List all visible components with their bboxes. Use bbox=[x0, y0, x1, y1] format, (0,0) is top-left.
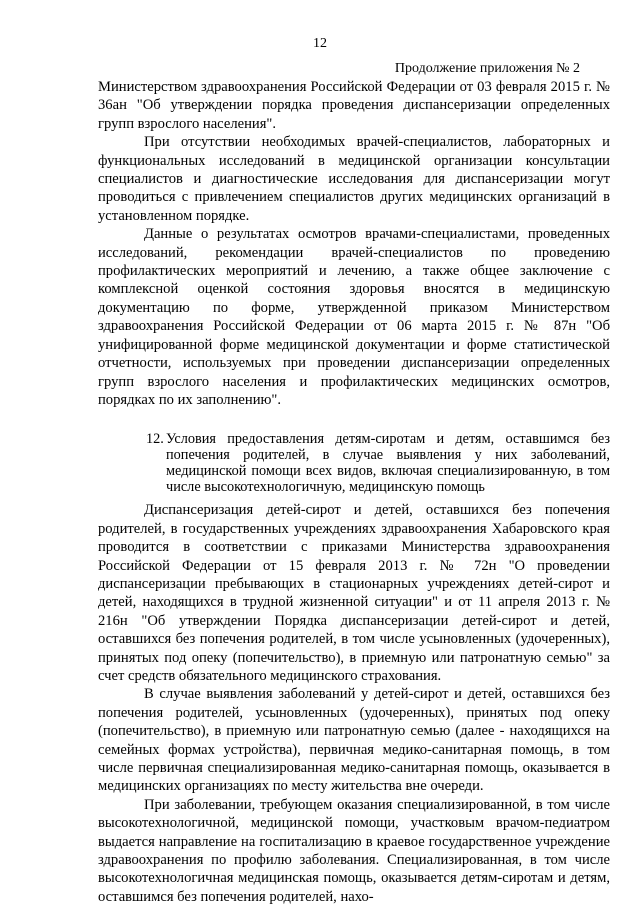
paragraph-order-reference: Министерством здравоохранения Российской Федерации от 03 февраля 2015 г. № 36ан "Об утверждении порядка проведения диспансеризации определенных групп взрослого населения". bbox=[98, 79, 610, 132]
document-body bbox=[98, 78, 610, 906]
paragraph-specialized-care: При заболевании, требующем оказания специализированной, в том числе высокотехнологичной, медицинской помощи, участковым врачом-педиатром выдается направление на госпитализацию в краевое государственное учреждение здравоохранения по профилю заболевания. Специализированная, в том числе высокотехнологичная медицинская помощь, оказывается детям-сиротам и детям, оставшимся без попечения родителей, нахо- bbox=[98, 796, 610, 905]
section-title: Условия предоставления детям-сиротам и детям, оставшимся без попечения родителей, в случае выявления у них заболеваний, медицинской помощи всех видов, включая специализированную, в том числе высокотехнологичную, медицинскую помощь bbox=[166, 431, 610, 496]
paragraph-disease-detection: В случае выявления заболеваний у детей-сирот и детей, оставшихся без попечения родителей, усыновленных (удочеренных), принятых под опеку (попечительство), в приемную или патронатную семью (далее - находящихся на семейных формах устройства), первичная медико-санитарная помощь, в том числе первичная специализированная медико-санитарная помощь, оказывается в медицинских организациях по месту жительства вне очереди. bbox=[98, 686, 610, 795]
paragraph-results-data: Данные о результатах осмотров врачами-специалистами, проведенных исследований, рекомендации врачей-специалистов по проведению профилактических мероприятий и лечению, а также общее заключение с комплексной оценкой состояния здоровья вносятся в медицинскую документацию по форме, утвержденной приказом Министерством здравоохранения Российской Федерации от 06 марта 2015 г. № 87н "Об унифицированной форме медицинской документации и форме статистической отчетности, используемых при проведении диспансеризации определенных групп взрослого населения и профилактических медицинских осмотров, порядках по их заполнению". bbox=[98, 226, 610, 408]
section-heading bbox=[98, 431, 610, 495]
section-number: 12. bbox=[146, 431, 164, 448]
appendix-continuation-note: Продолжение приложения № 2 bbox=[394, 61, 580, 76]
paragraph-orphan-screening: Диспансеризация детей-сирот и детей, оставшихся без попечения родителей, в государственных учреждениях здравоохранения Хабаровского края проводится в соответствии с приказами Министерства здравоохранения Российской Федерации от 15 февраля 2013 г. № 72н "О проведении диспансеризации пребывающих в стационарных учреждениях детей-сирот и детей, находящихся в трудной жизненной ситуации" и от 11 апреля 2013 г. № 216н "Об утверждении Порядка диспансеризации детей-сирот и детей, оставшихся без попечения родителей, в том числе усыновленных (удочеренных), принятых под опеку (попечительство), в приемную или патронатную семью" за счет средств обязательного медицинского страхования. bbox=[98, 502, 610, 684]
paragraph-specialists-absence: При отсутствии необходимых врачей-специалистов, лабораторных и функциональных исследований в медицинской организации консультации специалистов и диагностические исследования для диспансеризации могут проводиться с привлечением специалистов других медицинских организаций в установленном порядке. bbox=[98, 134, 610, 224]
page-number: 12 bbox=[313, 36, 327, 51]
